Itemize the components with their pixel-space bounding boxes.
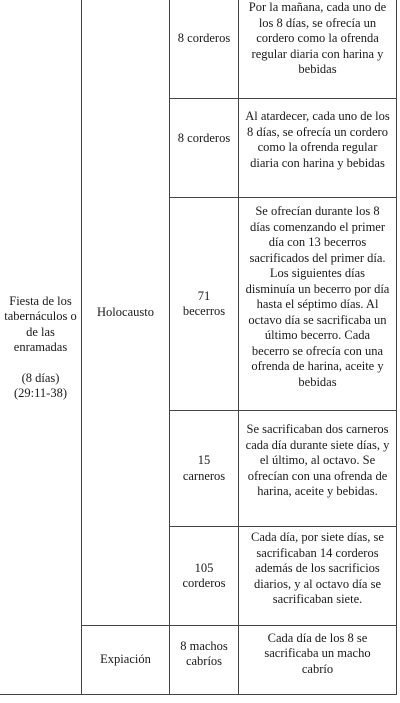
festival-duration: (8 días) [21, 370, 60, 385]
description-cell: Se sacrificaban dos carneros cada día durante siete días, y el último, al octavo. Se ofrecían con una ofrenda de harina, aceite y bebidas. [245, 422, 390, 499]
quantity-cell: 8 corderos [177, 131, 231, 146]
quantity-cell: 8 machos cabríos [180, 638, 228, 668]
description-cell: Por la mañana, cada uno de los 8 días, se ofrecía un cordero como la ofrenda regular diaria con harina y bebidas [248, 0, 387, 77]
description-cell: Cada día, por siete días, se sacrificaban 14 corderos además de los sacrificios diarios, y al octavo día se sacrificaban siete. [251, 530, 384, 607]
description-cell: Se ofrecían durante los 8 días comenzando el primer día con 13 becerros sacrificados del primer día. Los siguientes días disminuía un becerro por día hasta el séptimo días. Al octavo día se sacrificaba un último becerro. Cada becerro se ofrecía con una ofrenda de harina, aceite y bebidas [245, 204, 390, 389]
quantity-cell: 8 corderos [177, 31, 231, 46]
column-divider-4 [396, 0, 397, 695]
festival-reference: (29:11-38) [14, 386, 67, 400]
quantity-cell: 105 corderos [182, 560, 226, 590]
quantity-cell: 15 carneros [182, 453, 226, 483]
offering-type-expiacion: Expiación [100, 652, 151, 667]
quantity-cell: 71 becerros [182, 288, 226, 318]
description-cell: Al atardecer, cada uno de los 8 días, se ofrecía un cordero como la ofrenda regular diaria con harina y bebidas [245, 109, 390, 170]
description-cell: Cada día de los 8 se sacrificaba un macho cabrío [264, 630, 371, 676]
festival-cell [0, 0, 81, 695]
festival-name: Fiesta de los tabernáculos o de las enramadas [4, 293, 77, 354]
offering-type-holocausto: Holocausto [97, 304, 154, 319]
